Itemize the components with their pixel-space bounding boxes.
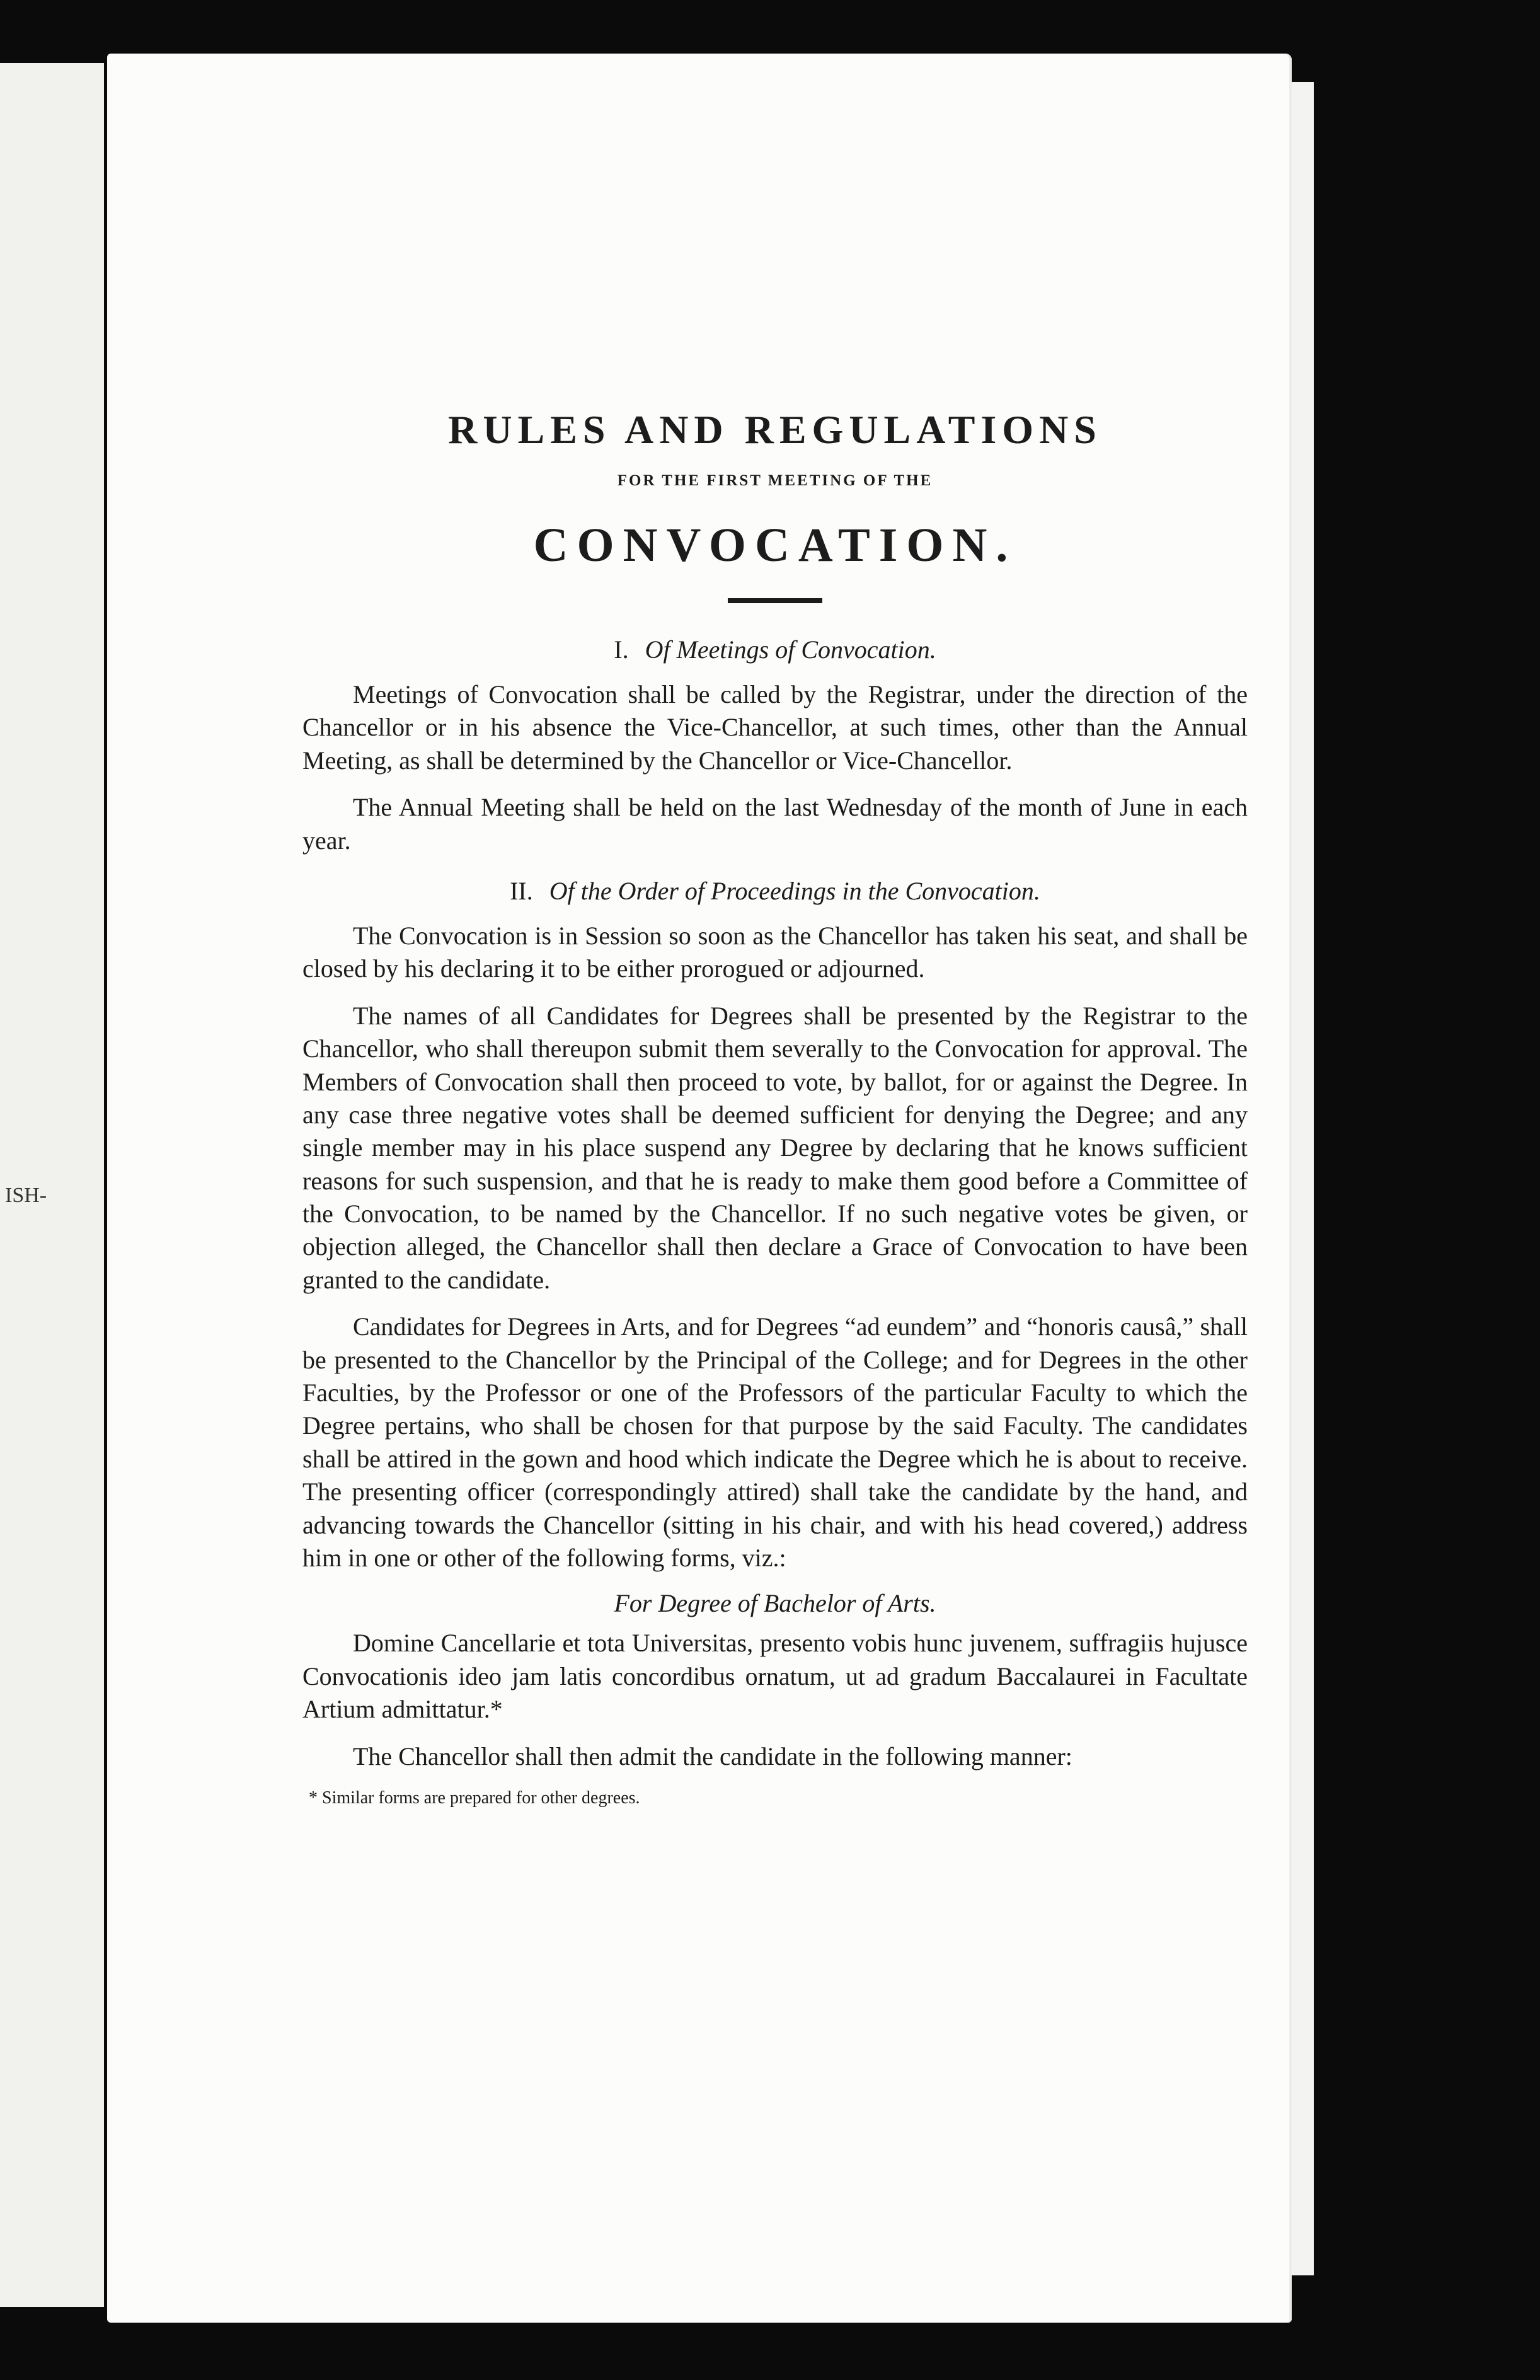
- left-page-fragment: ISH-: [5, 1184, 47, 1207]
- document-subtitle: FOR THE FIRST MEETING OF THE: [617, 472, 933, 489]
- footnote: * Similar forms are prepared for other degrees.: [309, 1788, 640, 1808]
- section-title: Of Meetings of Convocation.: [645, 635, 936, 664]
- paragraph: Candidates for Degrees in Arts, and for Degrees “ad eundem” and “honoris causâ,” shall be presented to the Chancellor by the Principal of the College; and for Degrees in the other Faculties, by the Professor or one of the Professors of the particular Faculty to which the Degree pertains, who shall be chosen for that purpose by the said Faculty. The candidates shall be attired in the gown and hood which indicate the Degree which he is about to receive. The presenting officer (correspondingly attired) shall take the candidate by the hand, and advancing towards the Chancellor (sitting in his chair, and with his head covered,) address him in one or other of the following forms, viz.:: [302, 1312, 1248, 1572]
- section-heading: [302, 876, 1248, 906]
- paragraph: Meetings of Convocation shall be called by the Registrar, under the direction of the Chancellor or in his absence the Vice-Chancellor, at such times, other than the Annual Meeting, as shall be determined by the Chancellor or Vice-Chancellor.: [302, 680, 1248, 775]
- page-content: [302, 407, 1248, 1810]
- paragraph: The names of all Candidates for Degrees shall be presented by the Registrar to the Chancellor, who shall thereupon submit them severally to the Convocation for approval. The Members of Convocation shall then proceed to vote, by ballot, for or against the Degree. In any case three negative votes shall be deemed sufficient for denying the Degree; and any single member may in his place suspend any Degree by declaring that he knows sufficient reasons for such suspension, and that he is ready to make them good before a Committee of the Convocation, to be named by the Chancellor. If no such negative votes be given, or objection alleged, the Chancellor shall then declare a Grace of Convocation to have been granted to the candidate.: [302, 1001, 1248, 1294]
- paragraph: The Chancellor shall then admit the candidate in the following manner:: [353, 1742, 1072, 1771]
- section-number: II.: [510, 876, 533, 905]
- document-heading: CONVOCATION.: [533, 519, 1017, 572]
- title-rule: [728, 598, 822, 603]
- section-title: Of the Order of Proceedings in the Convocation.: [549, 876, 1040, 905]
- latin-form-paragraph: Domine Cancellarie et tota Universitas, presento vobis hunc juvenem, suffragiis hujusce Convocationis ideo jam latis concordibus ornatum, ut ad gradum Baccalaurei in Facultate Artium admittatur.*: [302, 1629, 1248, 1724]
- section-heading: [302, 635, 1248, 664]
- document-page: [107, 54, 1292, 2323]
- paragraph: The Annual Meeting shall be held on the last Wednesday of the month of June in each year.: [302, 793, 1248, 855]
- document-title: RULES AND REGULATIONS: [448, 407, 1102, 452]
- section-number: I.: [614, 635, 629, 664]
- form-heading: For Degree of Bachelor of Arts.: [614, 1589, 936, 1618]
- paragraph: The Convocation is in Session so soon as the Chancellor has taken his seat, and shall be closed by his declaring it to be either prorogued or adjourned.: [302, 921, 1248, 983]
- adjacent-page-left: [0, 63, 104, 2307]
